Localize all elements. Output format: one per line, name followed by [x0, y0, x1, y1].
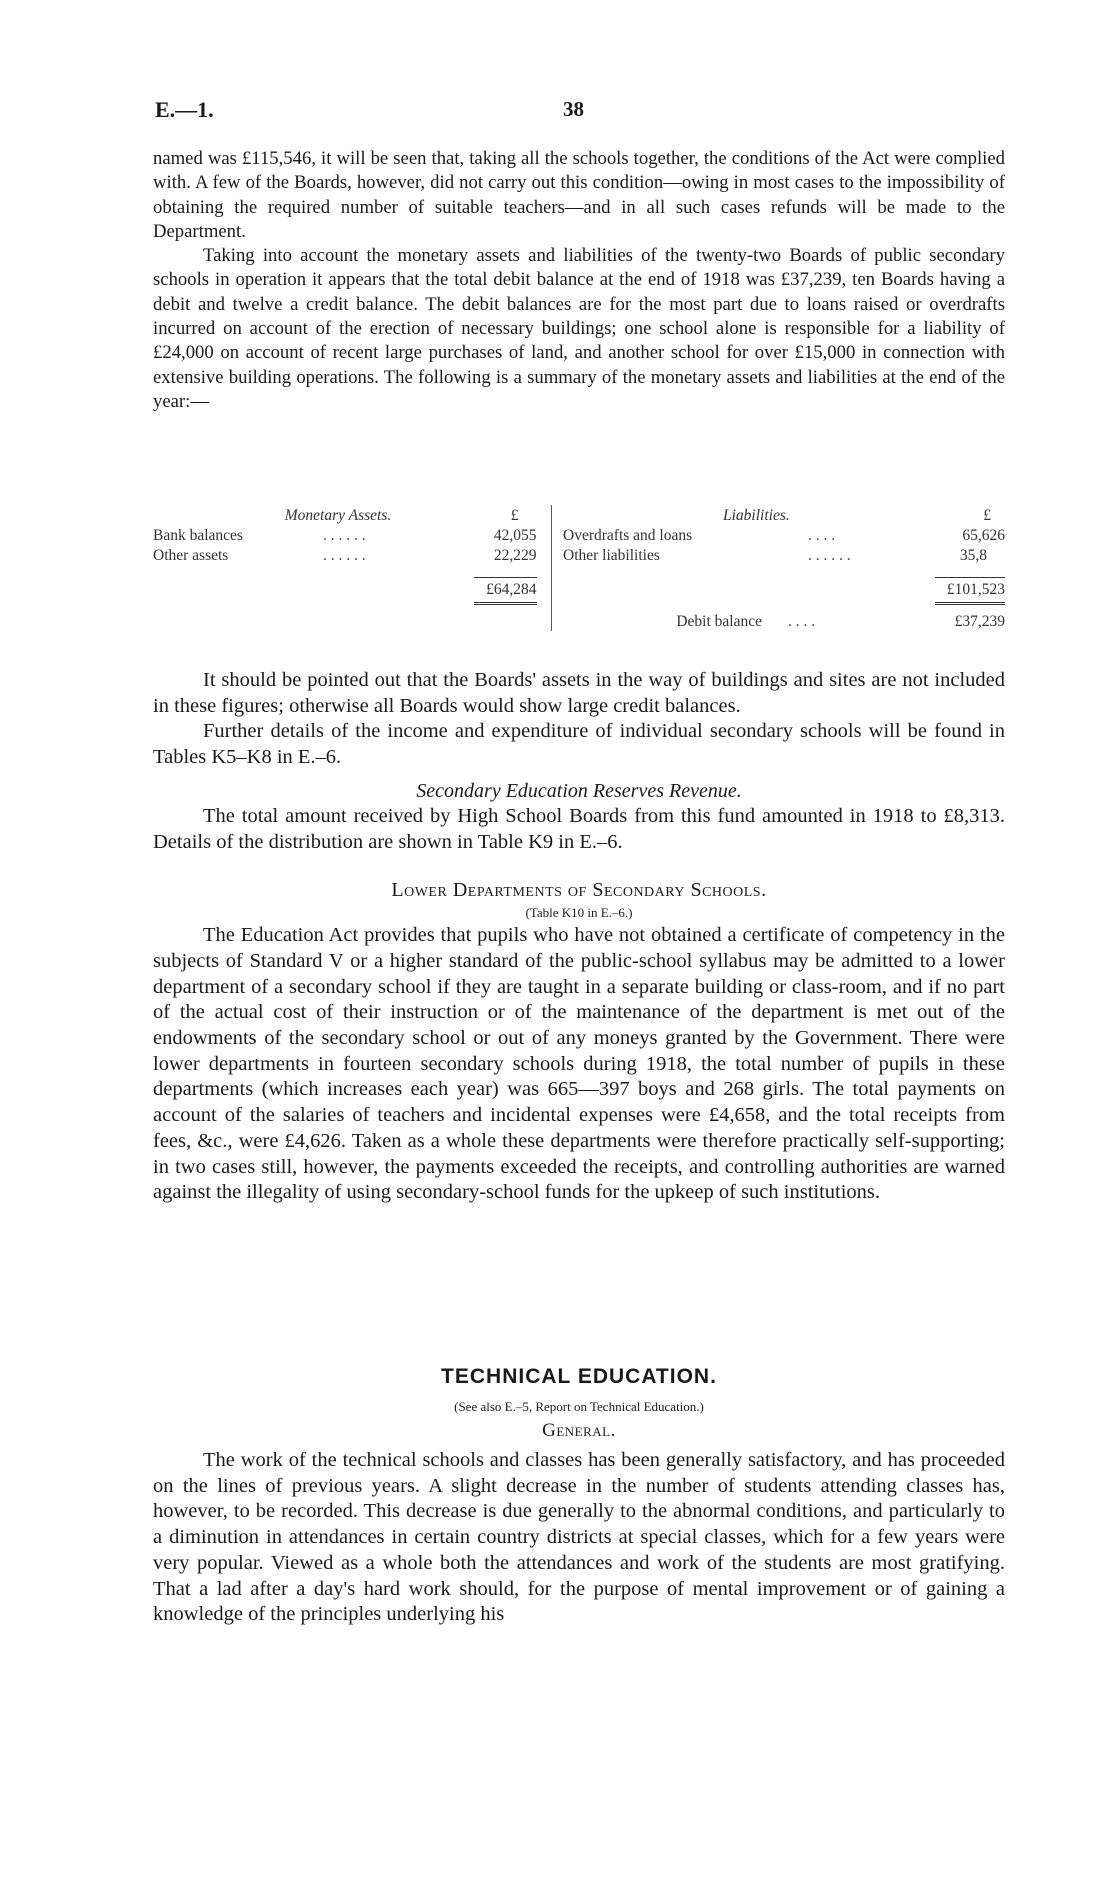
lower-departments-heading: Lower Departments of Secondary Schools.	[391, 879, 767, 902]
debit-label: Debit balance	[676, 613, 762, 630]
intro-section	[153, 147, 1005, 414]
paragraph-further-details: Further details of the income and expenditure of individual secondary schools will be found in Tables K5–K8 in E.–6.	[153, 720, 1005, 769]
asset-label: Bank balances	[153, 527, 243, 544]
asset-value: 22,229	[433, 545, 551, 565]
liability-dots: . . . .	[808, 527, 836, 544]
paragraph-continuation: named was £115,546, it will be seen that, taking all the schools together, the conditions of the Act were complied with. A few of the Boards, however, did not carry out this condition—owing in most cases to the impossibility of obtaining the required number of suitable teachers—and in all such cases refunds will be made to the Department.	[153, 148, 1005, 242]
reserves-heading: Secondary Education Reserves Revenue.	[416, 779, 742, 802]
technical-education-heading: TECHNICAL EDUCATION.	[441, 1365, 717, 1388]
asset-dots: . . . . . .	[323, 547, 366, 564]
assets-total: £64,284	[474, 577, 536, 605]
paragraph-technical-general: The work of the technical schools and classes has been generally satisfactory, and has proceeded on the lines of previous years. A slight decrease in the number of students attending classes has, however, to be recorded. This decrease is due generally to the abnormal conditions, and particularly to a diminution in attendances in certain country districts at special classes, which for a few years were very popular. Viewed as a whole both the attendances and work of the students are most gratifying. That a lad after a day's hard work should, for the purpose of mental improvement or of gaining a knowledge of the principles underlying his	[153, 1449, 1005, 1626]
technical-education-subheading: (See also E.–5, Report on Technical Education.)	[454, 1399, 704, 1414]
liabilities-heading: Liabilities.	[723, 507, 790, 524]
debit-row	[153, 599, 1005, 631]
liabilities-total: £101,523	[935, 577, 1005, 605]
finance-summary-table	[153, 505, 1005, 631]
general-heading: General.	[542, 1420, 616, 1441]
technical-section	[153, 1362, 1005, 1628]
liability-value: 35,8	[959, 547, 987, 564]
paragraph-boards-assets: It should be pointed out that the Boards' assets in the way of buildings and sites are not included in these figures; otherwise all Boards would show large credit balances.	[153, 669, 1005, 717]
asset-dots: . . . . . .	[323, 527, 366, 544]
table-row	[153, 545, 1005, 565]
liability-dots: . . . . . .	[808, 547, 851, 564]
paragraph-assets-liabilities: Taking into account the monetary assets and liabilities of the twenty-two Boards of public secondary schools in operation it appears that the total debit balance at the end of 1918 was £37,239, ten Boards having a debit and twelve a credit balance. The debit balances are for the most part due to loans raised or overdrafts incurred on account of the erection of necessary buildings; one school alone is responsible for a liability of £24,000 on account of recent large purchases of land, and another school for over £15,000 in connection with extensive building operations. The following is a summary of the monetary assets and liabilities at the end of the year:—	[153, 245, 1005, 412]
paragraph-lower-departments: The Education Act provides that pupils who have not obtained a certificate of competency in the subjects of Standard V or a higher standard of the public-school syllabus may be admitted to a lower department of a secondary school if they are taught in a separate building or class-room, and if no part of the actual cost of their instruction or of the maintenance of the department is met out of the endowments of the secondary school or out of any moneys granted by the Government. There were lower departments in fourteen secondary schools during 1918, the total number of pupils in these departments (which increases each year) was 665—397 boys and 268 girls. The total payments on account of the salaries of teachers and incidental expenses were £4,658, and the total receipts from fees, &c., were £4,626. Taken as a whole these departments were therefore practically self-supporting; in two cases still, however, the payments exceeded the receipts, and controlling authorities are warned against the illegality of using secondary-school funds for the upkeep of such institutions.	[153, 924, 1005, 1204]
lower-departments-subheading: (Table K10 in E.–6.)	[525, 905, 633, 921]
totals-row	[153, 565, 1005, 599]
notes-section	[153, 668, 1005, 1206]
paragraph-reserves: The total amount received by High School Boards from this fund amounted in 1918 to £8,313. Details of the distribution are shown in Table K9 in E.–6.	[153, 804, 1005, 853]
assets-heading: Monetary Assets.	[284, 507, 392, 524]
page-number: 38	[563, 97, 584, 121]
liability-label: Other liabilities	[563, 547, 660, 564]
asset-value: 42,055	[433, 525, 551, 545]
document-code: E.—1.	[155, 97, 214, 122]
liability-label: Overdrafts and loans	[563, 527, 693, 544]
table-row	[153, 525, 1005, 545]
assets-currency: £	[433, 505, 551, 525]
debit-dots: . . . .	[788, 613, 816, 630]
asset-label: Other assets	[153, 547, 229, 564]
liability-value: 65,626	[962, 527, 1005, 544]
debit-value: £37,239	[954, 613, 1005, 630]
page-header	[0, 97, 1114, 127]
liabilities-currency: £	[983, 507, 991, 524]
